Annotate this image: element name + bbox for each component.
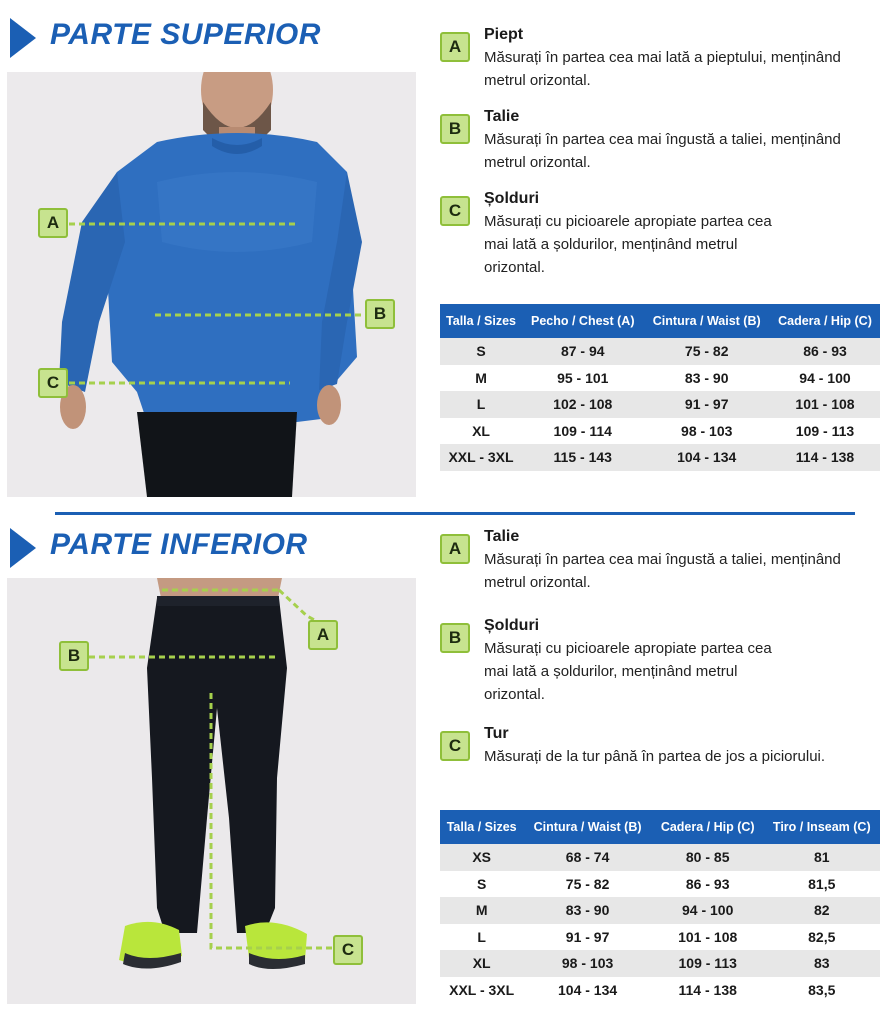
upper-body-photo	[7, 72, 416, 497]
measure-badge: A	[440, 32, 470, 62]
table-cell: 86 - 93	[770, 338, 880, 365]
table-cell: 80 - 85	[652, 844, 764, 871]
table-row	[440, 950, 880, 977]
table-cell: 95 - 101	[557, 369, 609, 386]
measure-text: Măsurați în partea cea mai lată a pieptului, menținând metrul orizontal.	[484, 49, 841, 89]
table-row	[440, 924, 880, 951]
measure-title: Șolduri	[484, 617, 540, 634]
table-cell: S	[440, 338, 522, 365]
table-cell: M	[475, 369, 487, 386]
table-cell: 86 - 93	[685, 875, 730, 892]
measure-badge: B	[440, 114, 470, 144]
table-cell: 101 - 108	[770, 391, 880, 418]
measure-text: Măsurați cu picioarele apropiate partea cea mai lată a șoldurilor, menținând metrul orizontal.	[484, 213, 772, 276]
table-cell: 68 - 74	[523, 844, 652, 871]
table-cell: 109 - 113	[652, 950, 764, 977]
table-cell: XXL - 3XL	[440, 444, 522, 471]
table-row	[440, 365, 880, 392]
upper-photo-label-a: A	[38, 208, 68, 238]
table-cell: 94 - 100	[799, 369, 851, 386]
table-cell: 81,5	[808, 875, 836, 892]
lower-section-title: PARTE INFERIOR	[50, 528, 308, 561]
table-header-cell: Tiro / Inseam (C)	[764, 810, 880, 844]
measure-text: Măsurați cu picioarele apropiate partea cea mai lată a șoldurilor, menținând metrul orizontal.	[484, 640, 772, 703]
table-header-cell: Cintura / Waist (B)	[643, 304, 770, 338]
table-row	[440, 418, 880, 445]
table-header-row	[440, 304, 880, 338]
table-cell: 83,5	[808, 981, 836, 998]
table-cell: S	[476, 875, 487, 892]
table-cell: 83 - 90	[684, 369, 729, 386]
table-header-row	[440, 810, 880, 844]
table-cell: 81	[764, 844, 880, 871]
table-row	[440, 844, 880, 871]
table-cell: 82,5	[808, 928, 836, 945]
section-divider	[55, 512, 855, 515]
table-cell: XL	[472, 422, 490, 439]
table-row	[440, 444, 880, 471]
measure-badge: A	[440, 534, 470, 564]
upper-photo-label-b: B	[365, 299, 395, 329]
table-cell: L	[477, 928, 486, 945]
measure-text: Măsurați de la tur până în partea de jos a piciorului.	[484, 748, 826, 765]
table-cell: 91 - 97	[643, 391, 770, 418]
lower-photo-label-c: C	[333, 935, 363, 965]
table-cell: 91 - 97	[565, 928, 610, 945]
measure-badge: C	[440, 196, 470, 226]
table-cell: 101 - 108	[678, 928, 738, 945]
table-header-cell: Cadera / Hip (C)	[652, 810, 764, 844]
table-row	[440, 338, 880, 365]
lower-photo-label-a: A	[308, 620, 338, 650]
section-arrow-icon	[10, 18, 36, 58]
section-arrow-icon	[10, 528, 36, 568]
table-cell: 82	[764, 897, 880, 924]
table-header-cell: Pecho / Chest (A)	[522, 304, 643, 338]
measure-title: Piept	[484, 26, 524, 43]
table-cell: 102 - 108	[522, 391, 643, 418]
table-cell: M	[440, 897, 523, 924]
upper-photo-label-c: C	[38, 368, 68, 398]
table-cell: 109 - 113	[795, 422, 855, 439]
table-row	[440, 897, 880, 924]
table-cell: 83	[764, 950, 880, 977]
lower-body-photo	[7, 578, 416, 1004]
measure-badge: C	[440, 731, 470, 761]
table-cell: L	[440, 391, 522, 418]
table-cell: 75 - 82	[643, 338, 770, 365]
table-cell: 114 - 138	[770, 444, 880, 471]
table-header-cell: Talla / Sizes	[440, 810, 523, 844]
lower-size-table	[440, 810, 880, 1003]
table-row	[440, 391, 880, 418]
lower-photo-label-b: B	[59, 641, 89, 671]
upper-section-title: PARTE SUPERIOR	[50, 18, 321, 51]
table-cell: XS	[440, 844, 523, 871]
table-cell: XXL - 3XL	[449, 981, 515, 998]
table-cell: 98 - 103	[681, 422, 733, 439]
measure-title: Șolduri	[484, 190, 540, 207]
table-header-cell: Cintura / Waist (B)	[523, 810, 652, 844]
table-cell: 104 - 134	[558, 981, 618, 998]
table-row	[440, 871, 880, 898]
table-cell: 109 - 114	[553, 422, 612, 439]
table-cell: 98 - 103	[523, 950, 652, 977]
measure-text: Măsurați în partea cea mai îngustă a taliei, menținând metrul orizontal.	[484, 131, 841, 171]
table-cell: 104 - 134	[643, 444, 770, 471]
table-cell: XL	[440, 950, 523, 977]
table-row	[440, 977, 880, 1004]
measure-title: Talie	[484, 528, 520, 545]
measure-badge: B	[440, 623, 470, 653]
measure-title: Talie	[484, 108, 520, 125]
table-cell: 94 - 100	[652, 897, 764, 924]
measure-text: Măsurați în partea cea mai îngustă a taliei, menținând metrul orizontal.	[484, 551, 841, 591]
table-header-cell: Talla / Sizes	[440, 304, 522, 338]
table-cell: 75 - 82	[565, 875, 610, 892]
table-cell: 115 - 143	[522, 444, 643, 471]
table-cell: 114 - 138	[678, 981, 737, 998]
table-header-cell: Cadera / Hip (C)	[770, 304, 880, 338]
table-cell: 83 - 90	[523, 897, 652, 924]
table-cell: 87 - 94	[522, 338, 643, 365]
upper-size-table	[440, 304, 880, 471]
measure-title: Tur	[484, 725, 509, 742]
